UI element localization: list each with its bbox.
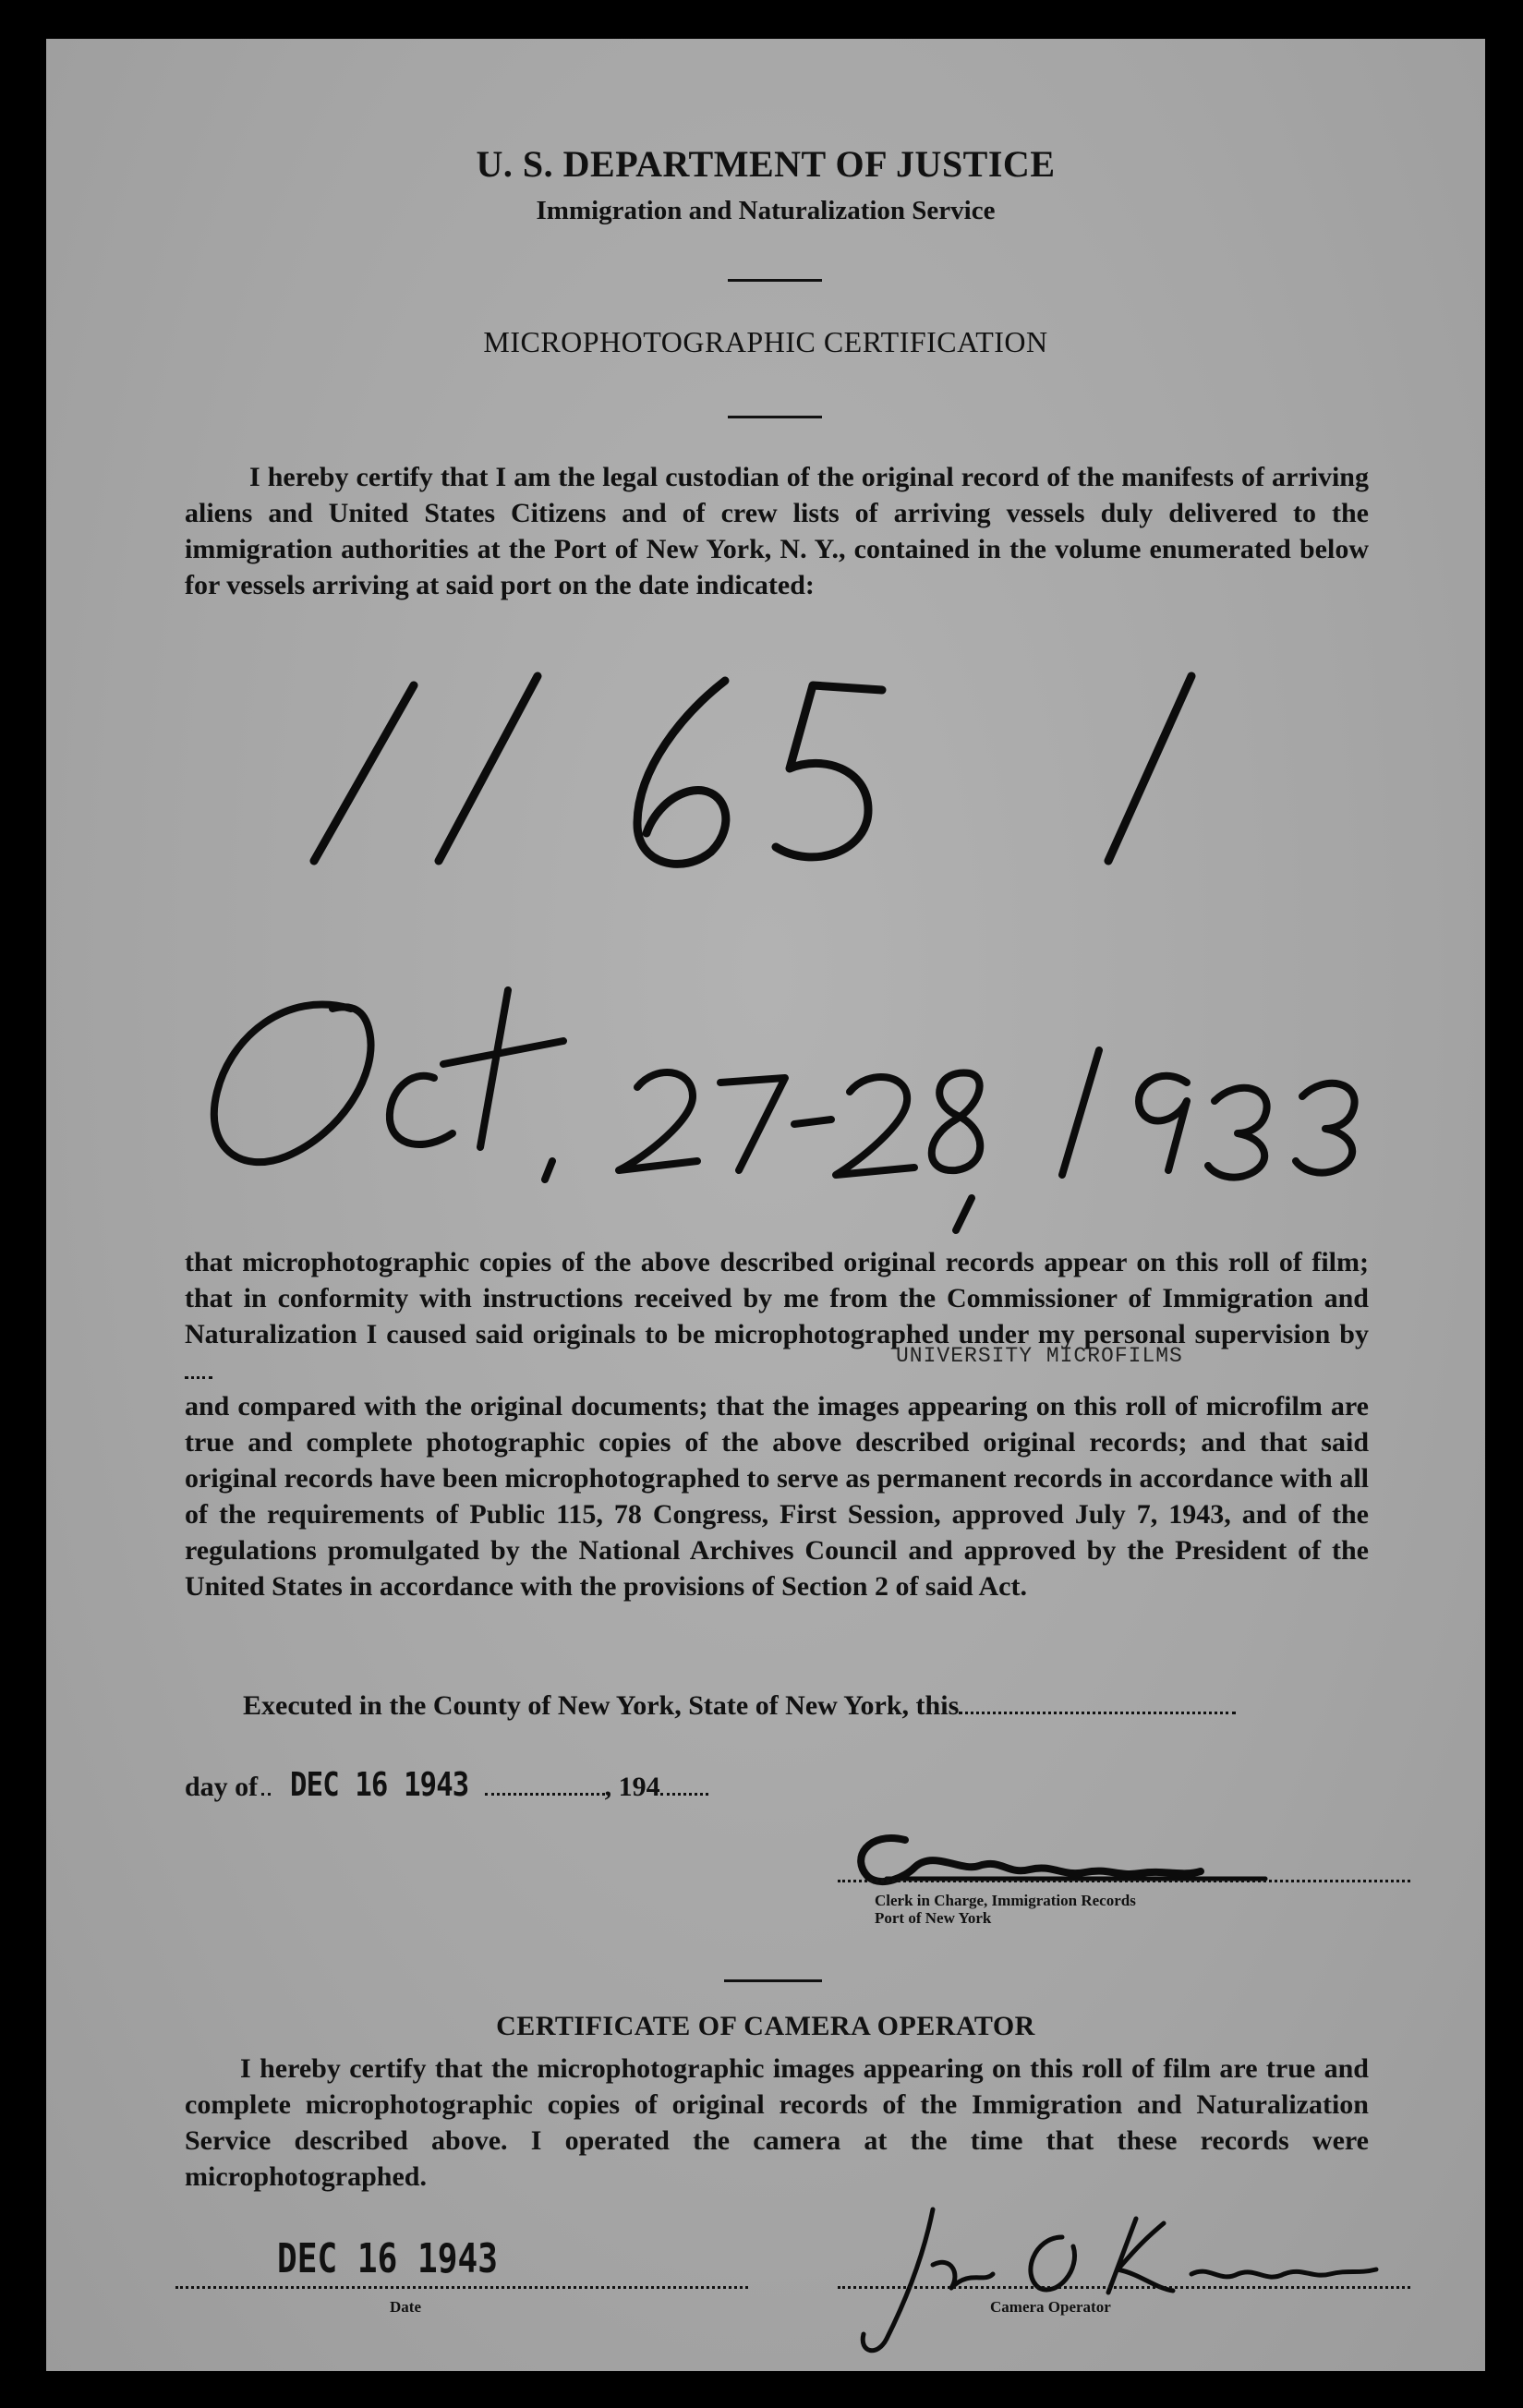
year-prefix: , 194 <box>604 1772 660 1802</box>
camera-operator-signature <box>831 2182 1385 2366</box>
dotted-leader <box>660 1793 708 1796</box>
handwritten-digit <box>1139 1076 1187 1170</box>
handwritten-mark <box>545 1161 552 1180</box>
certification-title: MICROPHOTOGRAPHIC CERTIFICATION <box>483 325 1048 358</box>
handwritten-digit <box>314 685 414 861</box>
copies-paragraph-continued: and compared with the original documents; that the images appearing on this roll of microfilm are true and complete photographic copies of the above described original records; and that said original records have been microphotographed to serve as permanent records in accordance with all of the requirements of Public 115, 78 Congress, First Session, approved July 7, 1943, and of the regulations promulgated by the National Archives Council and approved by the President of the United States in accordance with the provisions of Section 2 of said Act. <box>185 1391 1369 1602</box>
handwritten-mark <box>794 1119 831 1124</box>
clerk-title-line1: Clerk in Charge, Immigration Records <box>875 1892 1136 1909</box>
camera-certificate-paragraph: I hereby certify that the microphotographic images appearing on this roll of film are true and complete microphotographic copies of original records of the Immigration and Naturalization Service described above. I operated the camera at the time that these records were microphotographed. <box>185 2053 1369 2192</box>
camera-operator-label: Camera Operator <box>990 2298 1111 2316</box>
handwritten-digit <box>1296 1083 1355 1173</box>
day-of-line <box>185 1766 708 1804</box>
dotted-leader <box>485 1793 605 1796</box>
divider-rule-3 <box>724 1979 822 1982</box>
handwritten-digit <box>1208 1088 1267 1178</box>
copies-paragraph-part1: that microphotographic copies of the above described original records appear on this roll of film; that in conformity with instructions received by me from the Commissioner of Immigration and Naturalization I caused said originals to be microphotographed under my personal supervision by <box>185 1247 1369 1349</box>
department-title: U. S. DEPARTMENT OF JUSTICE <box>476 143 1056 185</box>
handwritten-letter <box>390 1076 453 1144</box>
handwritten-letter <box>443 990 563 1147</box>
handwritten-digit <box>619 1072 697 1170</box>
day-of-label: day of <box>185 1772 259 1802</box>
camera-certificate-title: CERTIFICATE OF CAMERA OPERATOR <box>496 2011 1035 2041</box>
executed-text: Executed in the County of New York, State of New York, this <box>243 1690 960 1721</box>
handwritten-digit <box>637 681 726 864</box>
copies-paragraph <box>185 1244 1369 1388</box>
handwritten-digit <box>1108 676 1191 861</box>
camera-date-stamp: DEC 16 1943 <box>277 2235 498 2282</box>
dotted-leader <box>959 1712 1236 1714</box>
handwritten-digit <box>776 685 882 857</box>
executed-line <box>243 1690 1369 1722</box>
handwritten-digit <box>1062 1050 1099 1175</box>
service-subtitle: Immigration and Naturalization Service <box>536 196 996 225</box>
camera-operator-line <box>838 2286 1410 2289</box>
clerk-title <box>875 1892 1136 1927</box>
document-page <box>46 39 1485 2371</box>
clerk-signature <box>831 1803 1275 1905</box>
handwritten-mark <box>956 1198 972 1230</box>
dotted-leader <box>261 1793 271 1796</box>
handwritten-digit <box>720 1078 785 1170</box>
date-line <box>175 2286 748 2289</box>
dotted-leader <box>185 1376 212 1379</box>
day-of-date-stamp: DEC 16 1943 <box>290 1766 469 1804</box>
filmed-by-typed-text: UNIVERSITY MICROFILMS <box>896 1344 1183 1368</box>
handwritten-letter <box>214 1005 371 1163</box>
handwritten-digit <box>439 676 538 861</box>
date-label: Date <box>390 2298 421 2316</box>
handwritten-digit <box>932 1073 981 1171</box>
handwritten-digit <box>836 1077 914 1175</box>
clerk-title-line2: Port of New York <box>875 1909 992 1927</box>
custodian-paragraph: I hereby certify that I am the legal custodian of the original record of the manifests of arriving aliens and United States Citizens and of crew lists of arriving vessels duly delivered to the immigration authorities at the Port of New York, N. Y., contained in the volume enumerated below for vessels arriving at said port on the date indicated: <box>185 462 1369 600</box>
clerk-signature-line <box>838 1880 1410 1882</box>
